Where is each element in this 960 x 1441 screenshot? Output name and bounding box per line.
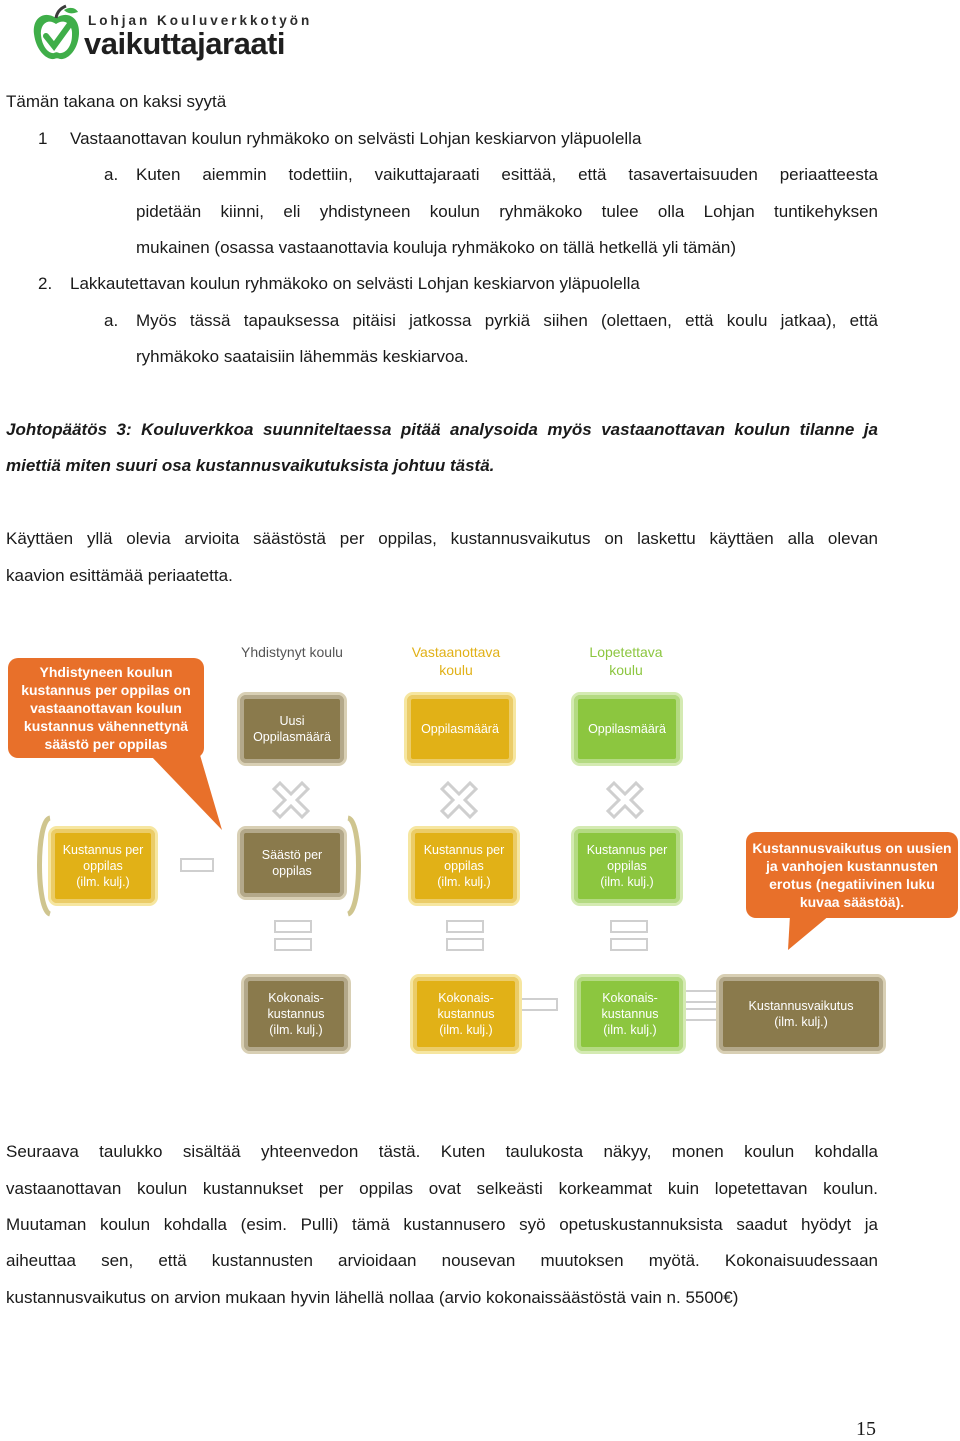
summary-line-2: vastaanottavan koulun kustannukset per oppilas ovat selkeästi korkeammat kuin lopetettavan koulun. [6, 1179, 878, 1198]
box-receiving-cost-per-student: Kustannus per oppilas (ilm. kulj.) [408, 826, 520, 906]
conclusion-line-1: Johtopäätös 3: Kouluverkkoa suunniteltaessa pitää analysoida myös vastaanottavan koulun tilanne ja [6, 420, 878, 439]
sub-letter-2a: a. [104, 311, 119, 330]
sub-item-1a-line-3: mukainen (osassa vastaanottavia kouluja ryhmäkoko on tällä hetkellä yli tämän) [136, 238, 737, 257]
column-head-closing: Lopetettava koulu [589, 644, 663, 678]
box-new-student-count: Uusi Oppilasmäärä [237, 692, 347, 766]
list-item-2: Lakkautettavan koulun ryhmäkoko on selvästi Lohjan keskiarvon yläpuolella [70, 274, 640, 293]
column-head-receiving: Vastaanottava koulu [411, 644, 501, 678]
sub-item-1a-line-1: Kuten aiemmin todettiin, vaikuttajaraati esittää, että tasavertaisuuden periaatteesta [136, 165, 878, 184]
sub-item-2a-line-2: ryhmäkoko saataisiin lähemmäs keskiarvoa. [136, 347, 469, 366]
summary-line-4: aiheuttaa sen, että kustannusten arvioidaan nousevan muutoksen myötä. Kokonaisuudessaan [6, 1251, 878, 1270]
box-merged-cost-per-student: Kustannus per oppilas (ilm. kulj.) [48, 826, 158, 906]
sub-item-2a-line-1: Myös tässä tapauksessa pitäisi jatkossa pyrkiä siihen (olettaen, että koulu jatkaa), että [136, 311, 878, 330]
cost-diagram [0, 630, 960, 1060]
apple-logo-icon [30, 4, 82, 66]
minus-icon [180, 858, 214, 872]
list-item-1: Vastaanottavan koulun ryhmäkoko on selvästi Lohjan keskiarvon yläpuolella [70, 129, 642, 148]
box-receiving-total-cost: Kokonais- kustannus (ilm. kulj.) [410, 974, 522, 1054]
sub-letter-1a: a. [104, 165, 119, 184]
box-closing-total-cost: Kokonais- kustannus (ilm. kulj.) [574, 974, 686, 1054]
method-line-2: kaavion esittämää periaatetta. [6, 566, 233, 585]
logo [30, 4, 330, 66]
callout-cost-impact: Kustannusvaikutus on uusien ja vanhojen kustannusten erotus (negatiivinen luku kuvaa säästöä). [746, 832, 958, 918]
summary-line-5: kustannusvaikutus on arvion mukaan hyvin lähellä nollaa (arvio kokonaissäästöstä vain n. 5500€) [6, 1288, 739, 1307]
box-closing-student-count: Oppilasmäärä [571, 692, 683, 766]
list-number-2: 2. [38, 274, 53, 293]
box-merged-total-cost: Kokonais- kustannus (ilm. kulj.) [241, 974, 351, 1054]
equals-icon [446, 920, 484, 956]
equals-icon [610, 920, 648, 956]
equals-icon [274, 920, 312, 956]
box-saving-per-student: Säästö per oppilas [237, 826, 347, 900]
list-number-1: 1 [38, 129, 48, 148]
logo-subtitle: Lohjan Kouluverkkotyön [88, 13, 313, 28]
intro-text: Tämän takana on kaksi syytä [6, 92, 227, 111]
method-line-1: Käyttäen yllä olevia arvioita säästöstä per oppilas, kustannusvaikutus on laskettu käyttäen alla olevan [6, 529, 878, 548]
box-receiving-student-count: Oppilasmäärä [404, 692, 516, 766]
sub-item-1a-line-2: pidetään kiinni, eli yhdistyneen koulun ryhmäkoko tulee olla Lohjan tuntikehyksen [136, 202, 878, 221]
summary-line-1: Seuraava taulukko sisältää yhteenvedon tästä. Kuten taulukosta näkyy, monen koulun kohdalla [6, 1142, 878, 1161]
box-closing-cost-per-student: Kustannus per oppilas (ilm. kulj.) [571, 826, 683, 906]
summary-line-3: Muutaman koulun kohdalla (esim. Pulli) tämä kustannusero syö opetuskustannuksista saadut hyödyt ja [6, 1215, 878, 1234]
callout-merged-cost: Yhdistyneen koulun kustannus per oppilas on vastaanottavan koulun kustannus vähennettynä säästö per oppilas [8, 658, 204, 758]
conclusion-line-2: miettiä miten suuri osa kustannusvaikutuksista johtuu tästä. [6, 456, 495, 475]
logo-title: vaikuttajaraati [84, 26, 285, 61]
minus-icon [520, 998, 558, 1016]
column-head-merged: Yhdistynyt koulu [241, 644, 343, 660]
page-number: 15 [856, 1418, 876, 1440]
box-cost-impact: Kustannusvaikutus (ilm. kulj.) [716, 974, 886, 1054]
